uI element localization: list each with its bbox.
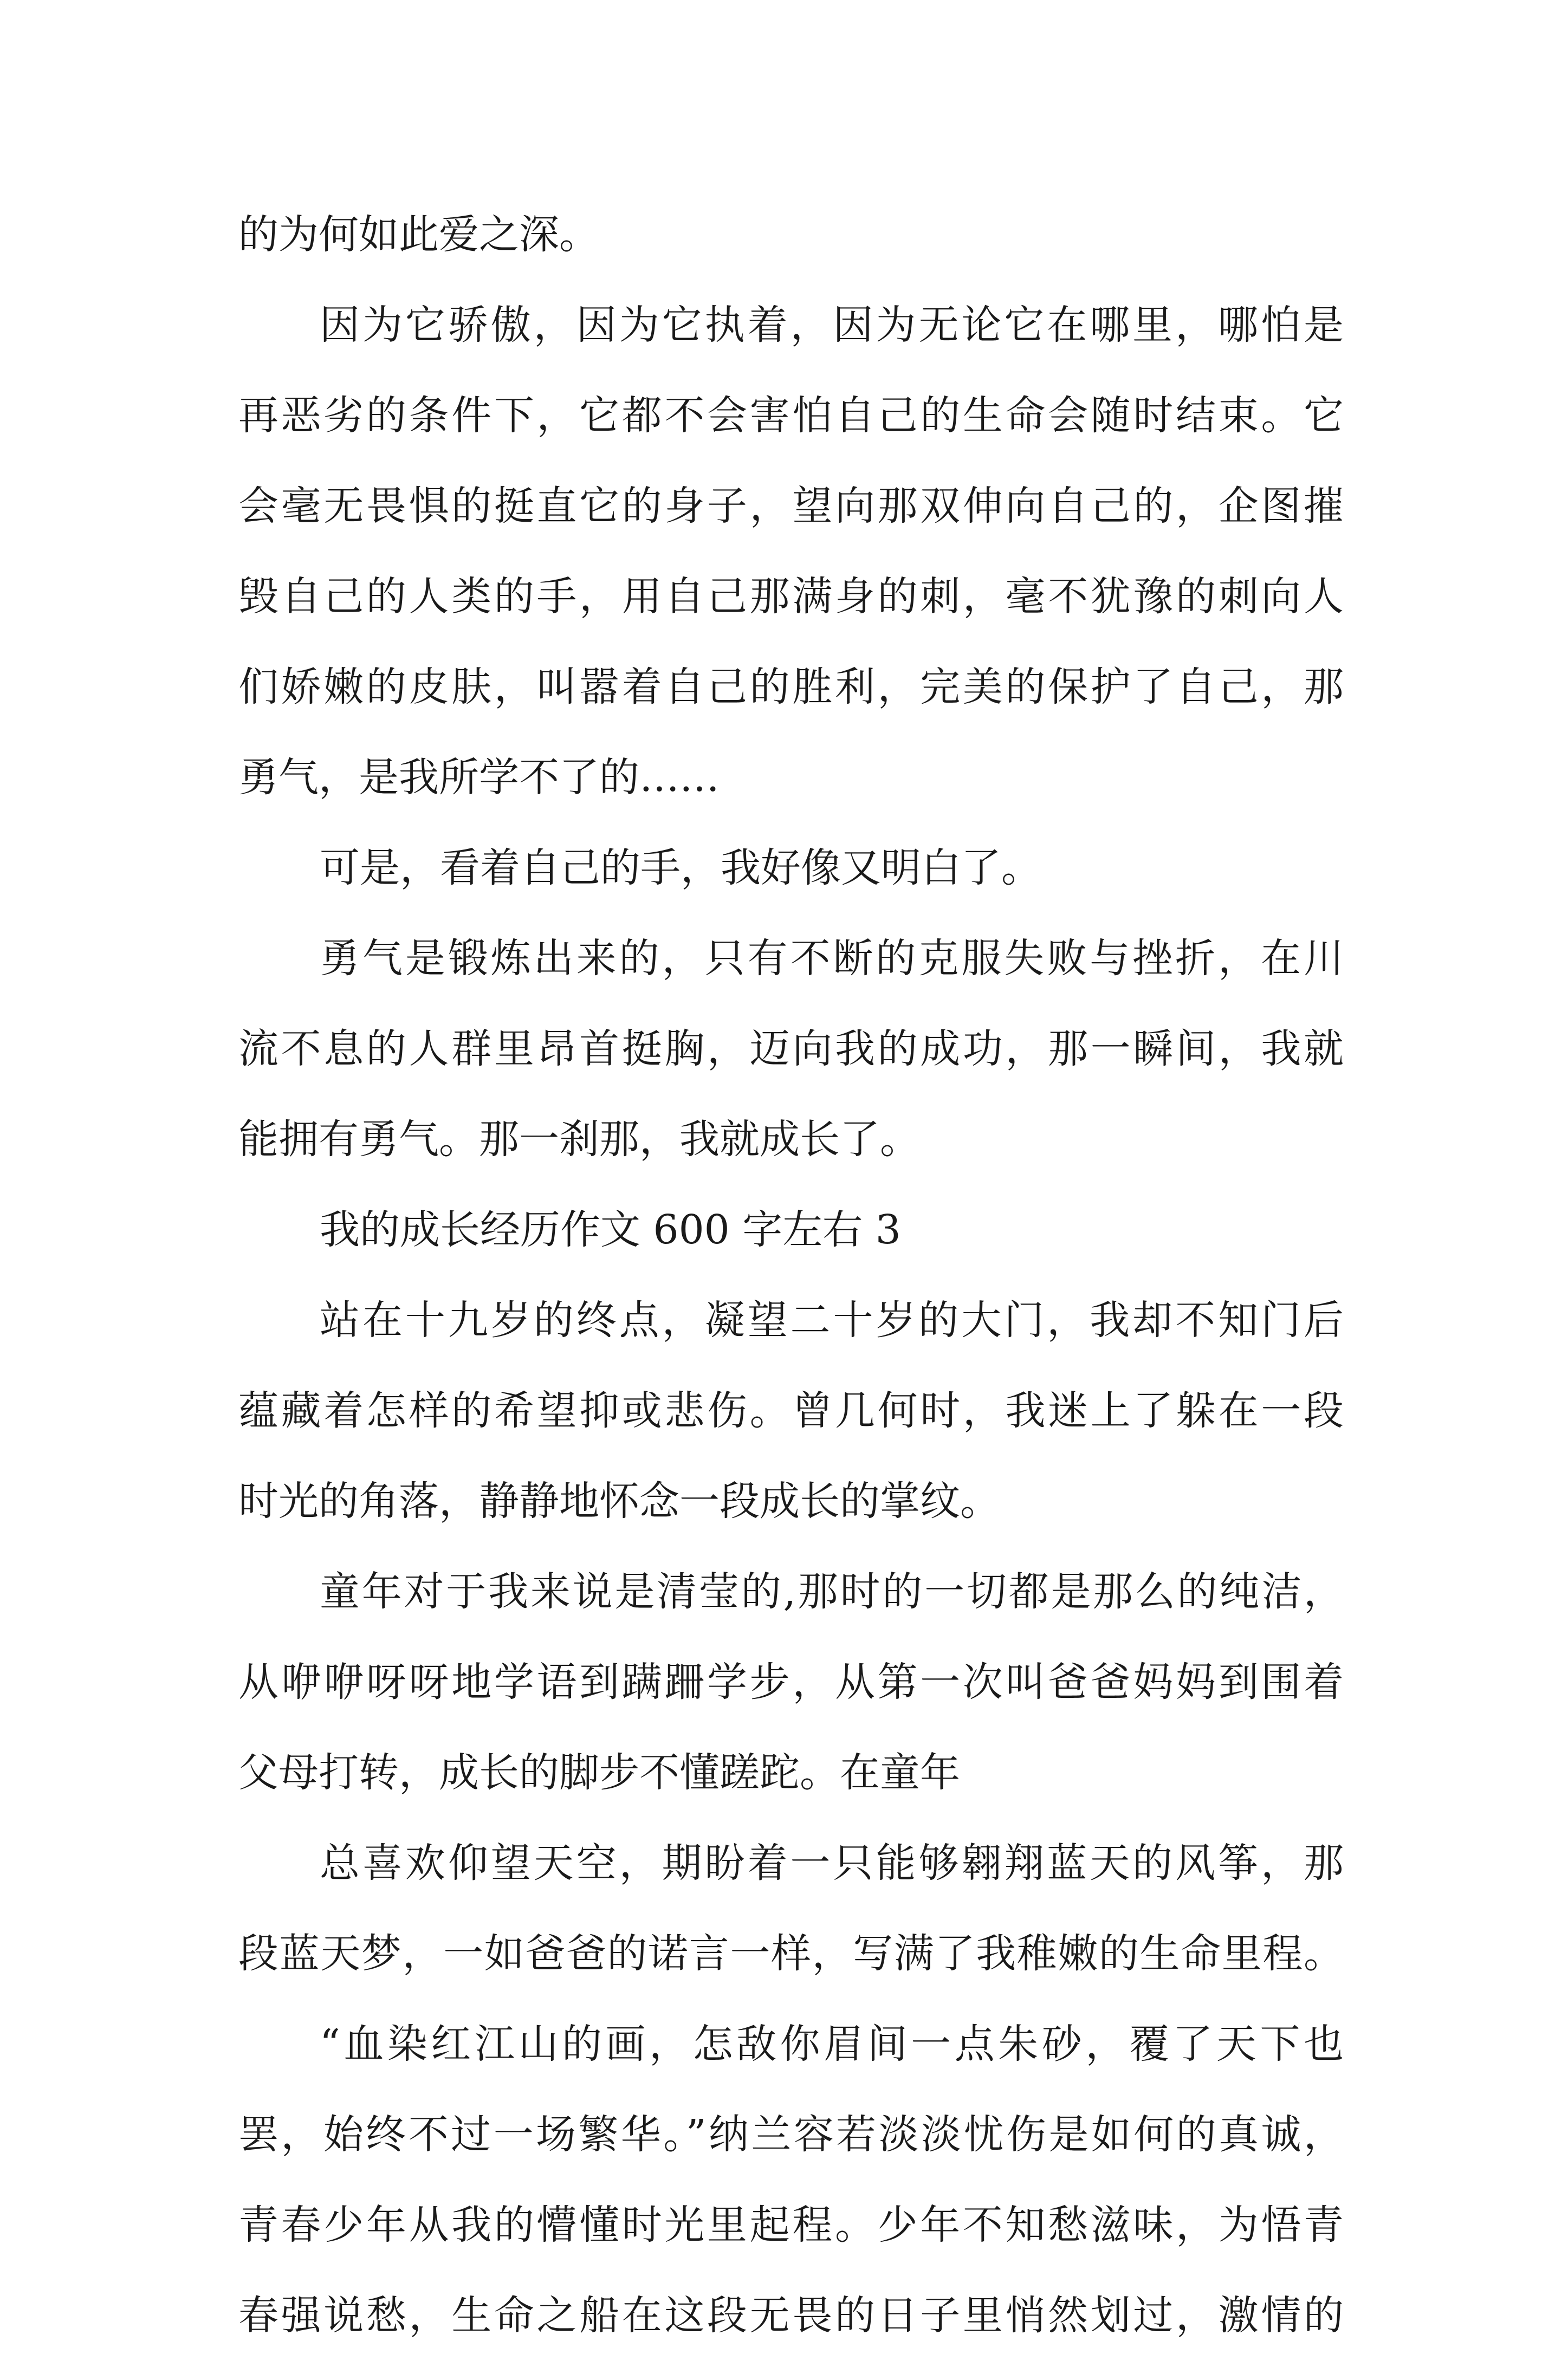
paragraph-line: 时光的角落，静静地怀念一段成长的掌纹。 <box>238 1478 1000 1525</box>
paragraph-line: 流不息的人群里昂首挺胸，迈向我的成功，那一瞬间，我就 <box>238 1026 1344 1072</box>
paragraph-line: 们娇嫩的皮肤，叫嚣着自己的胜利，完美的保护了自己，那 <box>238 664 1344 710</box>
paragraph-line: 因为它骄傲，因为它执着，因为无论它在哪里，哪怕是 <box>320 302 1344 348</box>
paragraph-line: 毁自己的人类的手，用自己那满身的刺，毫不犹豫的刺向人 <box>238 573 1344 620</box>
section-heading: 我的成长经历作文 600 字左右 3 <box>320 1207 901 1253</box>
paragraph-line: 罢，始终不过一场繁华。”纳兰容若淡淡忧伤是如何的真诚， <box>238 2111 1344 2158</box>
paragraph-line: 勇气是锻炼出来的，只有不断的克服失败与挫折，在川 <box>320 935 1344 982</box>
paragraph-line: 可是，看着自己的手，我好像又明白了。 <box>320 845 1041 891</box>
paragraph-line: 父母打转，成长的脚步不懂蹉跎。在童年 <box>238 1749 960 1796</box>
paragraph-line: 总喜欢仰望天空，期盼着一只能够翱翔蓝天的风筝，那 <box>320 1840 1344 1886</box>
paragraph-line: 春强说愁，生命之船在这段无畏的日子里悄然划过，激情的 <box>238 2292 1344 2339</box>
paragraph-line: 段蓝天梦，一如爸爸的诺言一样，写满了我稚嫩的生命里程。 <box>238 1930 1344 1977</box>
paragraph-line: 能拥有勇气。那一刹那，我就成长了。 <box>238 1116 920 1163</box>
paragraph-line: 会毫无畏惧的挺直它的身子，望向那双伸向自己的，企图摧 <box>238 483 1344 529</box>
paragraph-line: 蕴藏着怎样的希望抑或悲伤。曾几何时，我迷上了躲在一段 <box>238 1387 1344 1434</box>
paragraph-line: 再恶劣的条件下，它都不会害怕自己的生命会随时结束。它 <box>238 392 1344 439</box>
paragraph-line: 童年对于我来说是清莹的,那时的一切都是那么的纯洁， <box>320 1568 1344 1615</box>
paragraph-line: 勇气，是我所学不了的…… <box>238 754 720 801</box>
paragraph-line: 从咿咿呀呀地学语到蹒跚学步，从第一次叫爸爸妈妈到围着 <box>238 1659 1344 1705</box>
paragraph-line: “血染红江山的画，怎敌你眉间一点朱砂，覆了天下也 <box>320 2021 1344 2067</box>
paragraph-line: 站在十九岁的终点，凝望二十岁的大门，我却不知门后 <box>320 1297 1344 1344</box>
body-text <box>238 190 1344 2361</box>
paragraph-line: 的为何如此爱之深。 <box>238 211 599 258</box>
paragraph-line: 青春少年从我的懵懂时光里起程。少年不知愁滋味，为悟青 <box>238 2202 1344 2248</box>
